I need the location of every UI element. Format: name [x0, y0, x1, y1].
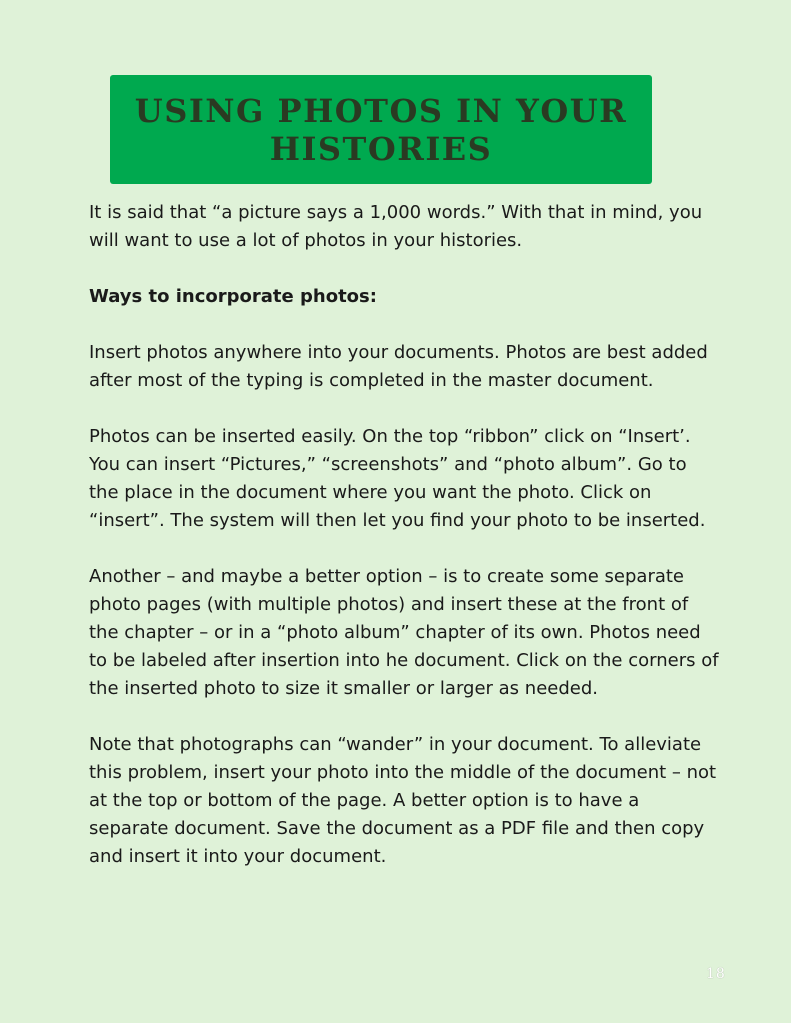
title-banner — [110, 75, 652, 184]
paragraph-insert-easily: Photos can be inserted easily. On the top “ribbon” click on “Insert’. You can insert “Pictures,” “screenshots” and “photo album”. Go to the place in the document where you want the photo. Click on “insert”. The system will then let you find your photo to be inserted. — [89, 426, 706, 531]
page-title: USING PHOTOS IN YOUR HISTORIES — [134, 91, 628, 168]
section-heading: Ways to incorporate photos: — [89, 286, 377, 307]
paragraph-wander-note: Note that photographs can “wander” in your document. To alleviate this problem, insert your photo into the middle of the document – not at the top or bottom of the page. A better option is to have a separate document. Save the document as a PDF file and then copy and insert it into your document. — [89, 734, 717, 867]
paragraph-insert-anywhere: Insert photos anywhere into your documents. Photos are best added after most of the typing is completed in the master document. — [89, 342, 708, 391]
paragraph-intro: It is said that “a picture says a 1,000 words.” With that in mind, you will want to use a lot of photos in your histories. — [89, 202, 703, 251]
page-number: 18 — [706, 966, 726, 982]
document-body — [89, 199, 719, 871]
paragraph-another-option: Another – and maybe a better option – is to create some separate photo pages (with multiple photos) and insert these at the front of the chapter – or in a “photo album” chapter of its own. Photos need to be labeled after insertion into he document. Click on the corners of the inserted photo to size it smaller or larger as needed. — [89, 566, 719, 699]
